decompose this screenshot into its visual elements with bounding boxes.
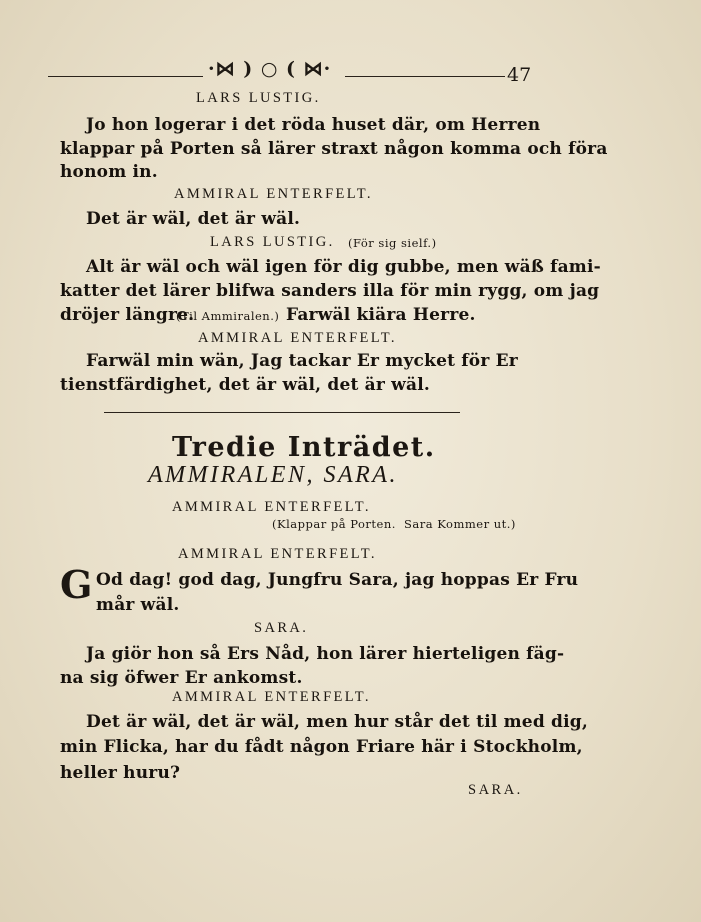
text-line: Farwäl kiära Herre. bbox=[286, 305, 476, 325]
text-line: min Flicka, har du fådt någon Friare här i Stockholm, bbox=[60, 737, 583, 757]
drop-capital: G bbox=[60, 562, 93, 607]
section-divider bbox=[104, 412, 460, 413]
speaker-ammiral-enterfelt: AMMIRAL ENTERFELT. bbox=[172, 689, 371, 705]
speaker-ammiral-enterfelt: AMMIRAL ENTERFELT. bbox=[172, 499, 371, 515]
stage-direction: (För sig sielf.) bbox=[348, 236, 437, 250]
speaker-ammiral-enterfelt: AMMIRAL ENTERFELT. bbox=[198, 330, 397, 346]
stage-direction: (Til Ammiralen.) bbox=[176, 309, 280, 323]
page-number: 47 bbox=[507, 64, 532, 86]
speaker-lars-lustig: LARS LUSTIG. bbox=[196, 90, 321, 106]
stage-direction: (Klappar på Porten. bbox=[272, 517, 396, 531]
speaker-ammiral-enterfelt: AMMIRAL ENTERFELT. bbox=[174, 186, 373, 202]
text-line: na sig öfwer Er ankomst. bbox=[60, 668, 303, 688]
text-line: klappar på Porten så lärer straxt någon komma och föra bbox=[60, 139, 608, 159]
text-line: honom in. bbox=[60, 162, 158, 182]
text-line: Jo hon logerar i det röda huset där, om Herren bbox=[86, 115, 541, 135]
scene-title: Tredie Inträdet. bbox=[172, 432, 436, 463]
text-line: Alt är wäl och wäl igen för dig gubbe, men wäß fami- bbox=[86, 257, 601, 277]
text-line: mår wäl. bbox=[96, 595, 180, 615]
speaker-sara: SARA. bbox=[254, 620, 309, 636]
text-line: Od dag! god dag, Jungfru Sara, jag hoppas Er Fru bbox=[96, 570, 579, 590]
stage-direction: Sara Kommer ut.) bbox=[404, 517, 516, 531]
text-line: tienstfärdighet, det är wäl, det är wäl. bbox=[60, 375, 430, 395]
text-line: Ja giör hon så Ers Nåd, hon lärer hierteligen fäg- bbox=[86, 644, 565, 664]
text-line: Farwäl min wän, Jag tackar Er mycket för Er bbox=[86, 351, 518, 371]
text-line: Det är wäl, det är wäl, men hur står det til med dig, bbox=[86, 712, 588, 732]
speaker-lars-lustig: LARS LUSTIG. bbox=[210, 234, 335, 250]
speaker-ammiral-enterfelt: AMMIRAL ENTERFELT. bbox=[178, 546, 377, 562]
header-rule-left bbox=[48, 76, 203, 77]
text-line: dröjer längre. bbox=[60, 305, 195, 325]
text-line: katter det lärer blifwa sanders illa för min rygg, om jag bbox=[60, 281, 600, 301]
scene-characters: AMMIRALEN, SARA. bbox=[148, 462, 398, 488]
text-line: Det är wäl, det är wäl. bbox=[86, 209, 301, 229]
header-rule-right bbox=[345, 76, 505, 77]
header-ornament: ·⋈ ) ○ ( ⋈· bbox=[208, 58, 332, 80]
catchword: SARA. bbox=[468, 782, 523, 798]
text-line: heller huru? bbox=[60, 763, 181, 783]
